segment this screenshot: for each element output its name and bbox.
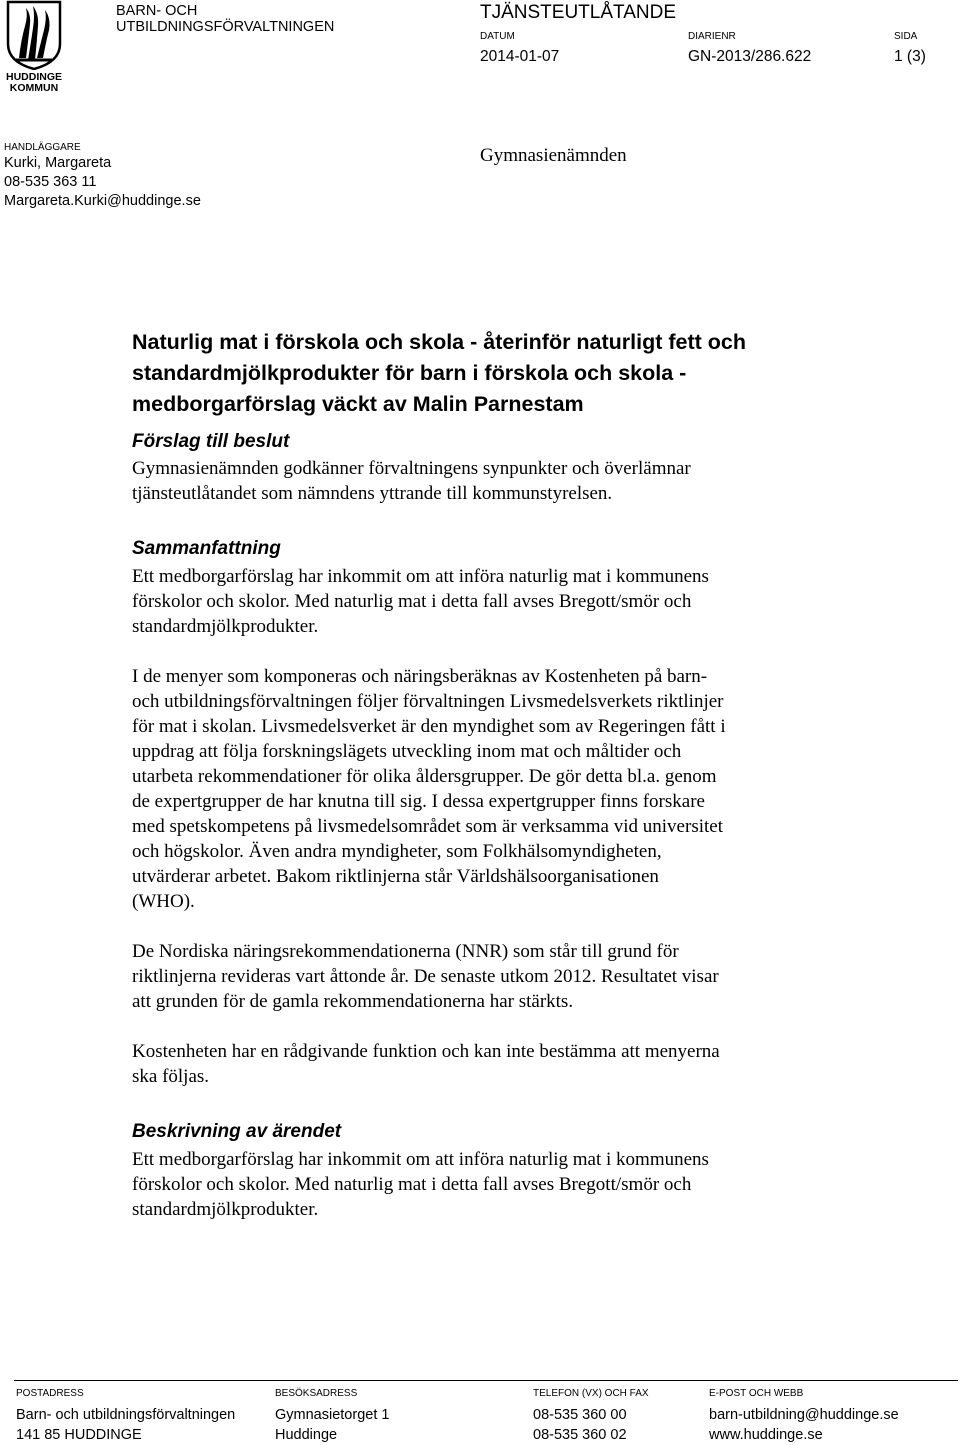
page-label: SIDA — [894, 31, 918, 42]
footer-value: 08-535 360 00 — [533, 1407, 627, 1423]
text-line: att grunden för de gamla rekommendationerna har stärkts. — [132, 991, 574, 1012]
case-handler-block — [4, 141, 201, 211]
text-line: och högskolor. Även andra myndigheter, som Folkhälsomyndigheten, — [132, 841, 662, 862]
text-line: uppdrag att följa forskningslägets utveckling inom mat och måltider och — [132, 741, 682, 762]
text-line: förskolor och skolor. Med naturlig mat i detta fall avses Bregott/smör och — [132, 1174, 692, 1195]
summary-paragraph — [132, 564, 832, 639]
text-line: riktlinjerna revideras vart åttonde år. De senaste utkom 2012. Resultatet visar — [132, 966, 719, 987]
summary-paragraph — [132, 1039, 832, 1089]
text-line: standardmjölkprodukter. — [132, 1199, 319, 1220]
footer-value: Barn- och utbildningsförvaltningen — [16, 1407, 236, 1423]
decision-heading: Förslag till beslut — [132, 431, 290, 452]
case-handler-phone: 08-535 363 11 — [4, 174, 97, 190]
description-heading: Beskrivning av ärendet — [132, 1121, 342, 1142]
summary-paragraph — [132, 664, 832, 914]
footer-email-web — [709, 1387, 899, 1445]
footer-divider — [14, 1380, 958, 1381]
text-line: utarbeta rekommendationer för olika åldersgrupper. De gör detta bl.a. genom — [132, 766, 717, 787]
department-name-line: UTBILDNINGSFÖRVALTNINGEN — [116, 19, 335, 35]
text-line: ska följas. — [132, 1066, 210, 1087]
document-title: Naturlig mat i förskola och skola - återinför naturligt fett och standardmjölkprodukter för barn i förskola och skola - medborgarförslag väckt av Malin Parnestam — [132, 330, 747, 416]
footer-email-link[interactable]: barn-utbildning@huddinge.se — [709, 1407, 899, 1423]
coat-of-arms-icon — [4, 0, 64, 70]
footer-value: 08-535 360 02 — [533, 1427, 627, 1443]
summary-paragraph — [132, 939, 832, 1014]
footer-label: BESÖKSADRESS — [275, 1388, 358, 1399]
text-line: och utbildningsförvaltningen följer förvaltningen Livsmedelsverkets riktlinjer — [132, 691, 724, 712]
date-label: DATUM — [480, 31, 515, 42]
footer-label: POSTADRESS — [16, 1388, 84, 1399]
registration-number-value: GN-2013/286.622 — [688, 48, 812, 65]
document-type: TJÄNSTEUTLÅTANDE — [480, 2, 677, 23]
footer-web-link[interactable]: www.huddinge.se — [709, 1427, 823, 1443]
text-line: förskolor och skolor. Med naturlig mat i detta fall avses Bregott/smör och — [132, 591, 692, 612]
text-line: Ett medborgarförslag har inkommit om att införa naturlig mat i kommunens — [132, 566, 709, 587]
footer-label: TELEFON (VX) OCH FAX — [533, 1388, 649, 1399]
municipality-name: HUDDINGE KOMMUN — [5, 71, 62, 94]
footer-label: E-POST OCH WEBB — [709, 1388, 804, 1399]
registration-number-label: DIARIENR — [688, 31, 736, 42]
footer-phone-fax — [533, 1387, 649, 1445]
case-handler-name: Kurki, Margareta — [4, 155, 112, 171]
text-line: standardmjölkprodukter. — [132, 616, 319, 637]
description-paragraph — [132, 1147, 832, 1222]
footer-postal-address — [16, 1387, 235, 1445]
footer-value: 141 85 HUDDINGE — [16, 1427, 142, 1443]
text-line: I de menyer som komponeras och näringsberäknas av Kostenheten på barn- — [132, 666, 708, 687]
text-line: utvärderar arbetet. Bakom riktlinjerna står Världshälsoorganisationen — [132, 866, 659, 887]
department-name — [116, 3, 334, 35]
text-line: tjänsteutlåtandet som nämndens yttrande till kommunstyrelsen. — [132, 483, 613, 504]
footer-value: Gymnasietorget 1 — [275, 1407, 390, 1423]
department-name-line: BARN- OCH — [116, 3, 198, 19]
document-body — [132, 327, 832, 1222]
text-line: för mat i skolan. Livsmedelsverket är den myndighet som av Regeringen fått i — [132, 716, 726, 737]
summary-heading: Sammanfattning — [132, 538, 281, 559]
case-handler-label: HANDLÄGGARE — [4, 142, 81, 153]
text-line: Ett medborgarförslag har inkommit om att införa naturlig mat i kommunens — [132, 1149, 709, 1170]
decision-text — [132, 456, 832, 506]
footer-visiting-address — [275, 1387, 389, 1445]
text-line: (WHO). — [132, 891, 195, 912]
text-line: Gymnasienämnden godkänner förvaltningens synpunkter och överlämnar — [132, 458, 691, 479]
case-handler-email[interactable]: Margareta.Kurki@huddinge.se — [4, 193, 201, 209]
text-line: De Nordiska näringsrekommendationerna (NNR) som står till grund för — [132, 941, 679, 962]
footer-value: Huddinge — [275, 1427, 338, 1443]
date-value: 2014-01-07 — [480, 48, 560, 65]
page-number: 1 (3) — [894, 48, 926, 65]
text-line: Kostenheten har en rådgivande funktion och kan inte bestämma att menyerna — [132, 1041, 720, 1062]
text-line: de expertgrupper de har knutna till sig. I dessa expertgrupper finns forskare — [132, 791, 705, 812]
recipient: Gymnasienämnden — [480, 145, 627, 166]
text-line: med spetskompetens på livsmedelsområdet som är verksamma vid universitet — [132, 816, 723, 837]
